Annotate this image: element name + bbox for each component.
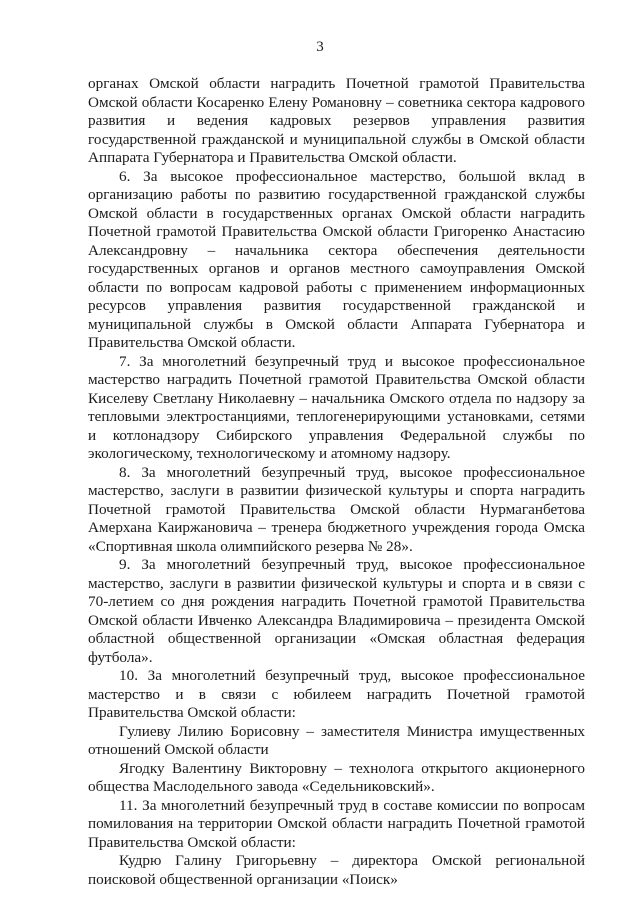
paragraph-item-9: 9. За многолетний безупречный труд, высокое профессиональное мастерство, заслуги в развитии физической культуры и спорта и в связи с 70-летием со дня рождения наградить Почетной грамотой Правительства Омской области Ивченко Александра Владимировича – президента Омской областной общественной организации «Омская областная федерация футбола». xyxy=(88,556,585,666)
paragraph-item-8: 8. За многолетний безупречный труд, высокое профессиональное мастерство, заслуги в развитии физической культуры и спорта наградить Почетной грамотой Правительства Омской области Нурмаганбетова Амерхана Каиржановича – тренера бюджетного учреждения города Омска «Спортивная школа олимпийского резерва № 28». xyxy=(88,463,585,555)
awardee-kudrya: Кудрю Галину Григорьевну – директора Омской региональной поисковой общественной организации «Поиск» xyxy=(88,852,585,888)
document-body xyxy=(88,75,585,889)
paragraph-item-6: 6. За высокое профессиональное мастерство, большой вклад в организацию работы по развитию государственной гражданской службы Омской области в государственных органах Омской области наградить Почетной грамотой Правительства Омской области Григоренко Анастасию Александровну – начальника сектора обеспечения деятельности государственных органов и органов местного самоуправления Омской области по вопросам кадровой работы с применением информационных ресурсов управления развития государственной гражданской и муниципальной службы в Омской области Аппарата Губернатора и Правительства Омской области. xyxy=(88,167,585,351)
paragraph-continuation: органах Омской области наградить Почетной грамотой Правительства Омской области Косаренко Елену Романовну – советника сектора кадрового развития и ведения кадровых резервов управления развития государственной гражданской и муниципальной службы в Омской области Аппарата Губернатора и Правительства Омской области. xyxy=(88,75,585,166)
paragraph-item-7: 7. За многолетний безупречный труд и высокое профессиональное мастерство наградить Почетной грамотой Правительства Омской области Киселеву Светлану Николаевну – начальника Омского отдела по надзору за тепловыми электростанциями, теплогенерирующими установками, сетями и котлонадзору Сибирского управления Федеральной службы по экологическому, технологическому и атомному надзору. xyxy=(88,352,585,462)
paragraph-item-11: 11. За многолетний безупречный труд в составе комиссии по вопросам помилования на территории Омской области наградить Почетной грамотой Правительства Омской области: xyxy=(88,796,585,851)
awardee-yagodka: Ягодку Валентину Викторовну – технолога открытого акционерного общества Маслодельного завода «Седельниковский». xyxy=(88,759,585,795)
awardee-guliyeva: Гулиеву Лилию Борисовну – заместителя Министра имущественных отношений Омской области xyxy=(88,722,585,758)
page-number: 3 xyxy=(316,39,324,55)
paragraph-item-10: 10. За многолетний безупречный труд, высокое профессиональное мастерство и в связи с юбилеем наградить Почетной грамотой Правительства Омской области: xyxy=(88,667,585,721)
